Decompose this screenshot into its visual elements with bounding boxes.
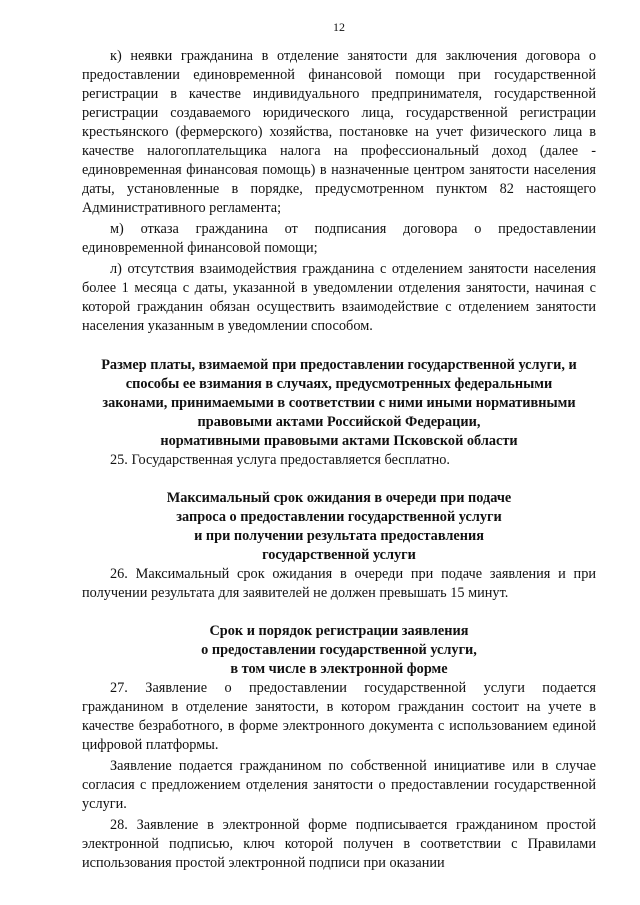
heading-line: Максимальный срок ожидания в очереди при подаче [166, 490, 512, 506]
heading-line: правовыми актами Российской Федерации, [197, 414, 481, 430]
section-heading-registration [82, 622, 596, 679]
heading-line: государственной услуги [262, 547, 416, 563]
heading-line: о предоставлении государственной услуги, [201, 642, 477, 658]
heading-line: законами, принимаемыми в соответствии с ними иными нормативными [102, 395, 576, 411]
heading-line: способы ее взимания в случаях, предусмотренных федеральными [125, 376, 553, 392]
heading-line: в том числе в электронной форме [230, 661, 448, 677]
paragraph-l: л) отсутствия взаимодействия гражданина с отделением занятости населения более 1 месяца с даты, указанной в уведомлении отделения занятости, начиная с которой гражданин обязан осуществить взаимодействие с отделением занятости населения указанным в уведомлении способом. [82, 261, 596, 334]
section-heading-fee [82, 356, 596, 451]
paragraph-27-continued: Заявление подается гражданином по собственной инициативе или в случае согласия с предложением отделения занятости о предоставлении государственной услуги. [82, 758, 596, 812]
heading-line: Срок и порядок регистрации заявления [209, 623, 469, 639]
heading-line: запроса о предоставлении государственной услуги [176, 509, 502, 525]
section-heading-queue [82, 489, 596, 565]
paragraph-k: к) неявки гражданина в отделение занятости для заключения договора о предоставлении единовременной финансовой помощи при государственной регистрации в качестве индивидуального предпринимателя, государственной регистрации создаваемого юридического лица, государственной регистрации крестьянского (фермерского) хозяйства, постановке на учет физического лица в качестве налогоплательщика налога на профессиональный доход (далее - единовременная финансовая помощь) в назначенные центром занятости населения даты, установленные в порядке, предусмотренном пунктом 82 настоящего Административного регламента; [82, 48, 596, 216]
paragraph-27: 27. Заявление о предоставлении государственной услуги подается гражданином в отделение занятости, в котором гражданин состоит на учете в качестве безработного, в форме электронного документа с использованием единой цифровой платформы. [82, 680, 596, 753]
paragraph-25: 25. Государственная услуга предоставляется бесплатно. [110, 452, 450, 468]
document-page [82, 20, 596, 873]
paragraph-m: м) отказа гражданина от подписания договора о предоставлении единовременной финансовой помощи; [82, 221, 596, 256]
paragraph-26: 26. Максимальный срок ожидания в очереди при подаче заявления и при получении результата для заявителей не должен превышать 15 минут. [82, 566, 596, 601]
heading-line: Размер платы, взимаемой при предоставлении государственной услуги, и [101, 357, 577, 373]
paragraph-28: 28. Заявление в электронной форме подписывается гражданином простой электронной подписью, ключ которой получен в соответствии с Правилами использования простой электронной подписи при оказании [82, 817, 596, 871]
page-number: 12 [333, 20, 345, 34]
heading-line: нормативными правовыми актами Псковской области [160, 433, 518, 449]
heading-line: и при получении результата предоставления [194, 528, 484, 544]
